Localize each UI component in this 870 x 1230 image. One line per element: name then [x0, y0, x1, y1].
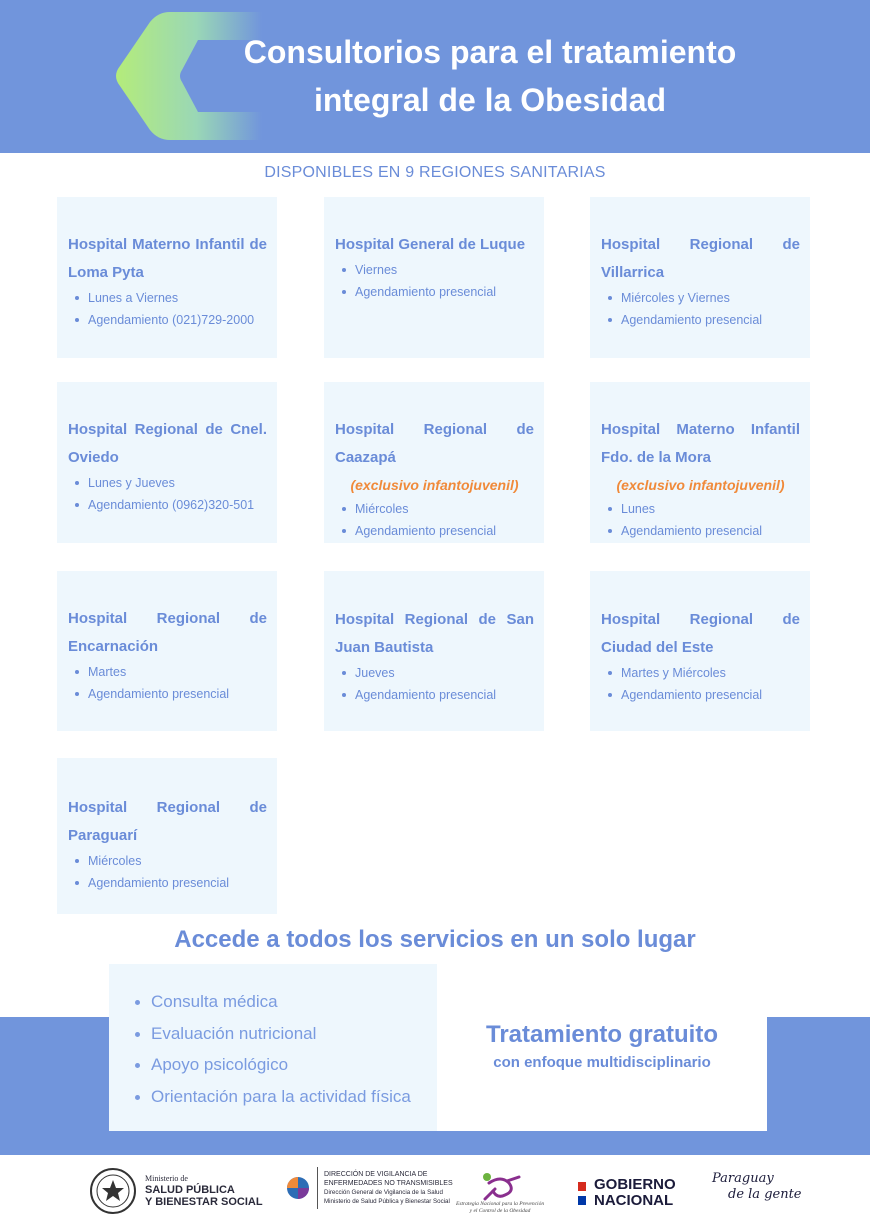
- hospital-card-ciudad-del-este: [590, 571, 810, 731]
- regions-subtitle: DISPONIBLES EN 9 REGIONES SANITARIAS: [264, 164, 606, 181]
- page-title: [200, 28, 780, 124]
- service-item: Consulta médica: [151, 986, 427, 1018]
- hospital-card-loma-pyta: [57, 197, 277, 358]
- hospital-days: Miércoles y Viernes: [621, 287, 800, 309]
- hospital-days: Miércoles: [88, 850, 267, 872]
- hospital-details: [601, 287, 800, 331]
- hospital-name: Hospital Regional de Ciudad del Este: [601, 611, 800, 656]
- dvent-line-2: ENFERMEDADES NO TRANSMISIBLES: [324, 1180, 453, 1187]
- hospital-booking: Agendamiento presencial: [88, 872, 267, 894]
- ministry-line-2: SALUD PÚBLICA: [145, 1184, 235, 1196]
- hospital-name: Hospital Regional de Cnel. Oviedo: [68, 421, 267, 466]
- hospital-days: Lunes: [621, 498, 800, 520]
- hospital-details: [335, 259, 534, 303]
- title-line-2: integral de la Obesidad: [313, 82, 667, 118]
- hospital-card-san-juan-bautista: [324, 571, 544, 731]
- hospital-details: [335, 498, 534, 542]
- obesity-strategy-logo: [456, 1171, 544, 1215]
- hospital-booking: Agendamiento (021)729-2000: [88, 309, 267, 331]
- hospital-booking: Agendamiento presencial: [88, 683, 267, 705]
- hospital-days: Martes y Miércoles: [621, 662, 800, 684]
- free-treatment-box: [437, 1017, 767, 1131]
- strategy-line-2: y el Control de la Obesidad: [469, 1208, 531, 1214]
- slogan-line-1: Paraguay: [712, 1171, 774, 1186]
- hospital-card-luque: [324, 197, 544, 358]
- hospital-name: Hospital Regional de San Juan Bautista: [335, 611, 534, 656]
- slogan-line-2: de la gente: [728, 1187, 802, 1202]
- hospital-name: Hospital Materno Infantil de Loma Pyta: [68, 236, 267, 281]
- ministry-line-1: Ministerio de: [145, 1174, 188, 1183]
- gov-line-2: NACIONAL: [594, 1192, 674, 1209]
- ministry-logo: [89, 1167, 263, 1215]
- ministry-line-3: Y BIENESTAR SOCIAL: [145, 1196, 263, 1208]
- dvent-logo: [285, 1167, 453, 1209]
- free-treatment-subtitle: con enfoque multidisciplinario: [493, 1054, 711, 1071]
- hospital-days: Miércoles: [355, 498, 534, 520]
- hospital-name: Hospital Materno Infantil Fdo. de la Mora: [601, 421, 800, 466]
- flag-icon: [578, 1182, 586, 1205]
- hospital-card-encarnacion: [57, 571, 277, 731]
- hospital-card-villarrica: [590, 197, 810, 358]
- hospital-booking: Agendamiento presencial: [621, 684, 800, 706]
- title-line-1: Consultorios para el tratamiento: [243, 34, 737, 70]
- hospital-details: [68, 850, 267, 894]
- strategy-line-1: Estrategia Nacional para la Prevención: [456, 1201, 545, 1207]
- free-treatment-title: Tratamiento gratuito: [485, 1021, 719, 1048]
- header-banner: [0, 0, 870, 153]
- hospital-name: Hospital Regional de Villarrica: [601, 236, 800, 281]
- services-heading: Accede a todos los servicios en un solo lugar: [174, 926, 696, 953]
- hospital-name: Hospital General de Luque: [335, 236, 526, 253]
- hospital-name: Hospital Regional de Encarnación: [68, 610, 267, 655]
- hospital-days: Viernes: [355, 259, 534, 281]
- hospital-note: (exclusivo infantojuvenil): [350, 477, 519, 493]
- paraguay-slogan-logo: [712, 1171, 802, 1203]
- service-item: Apoyo psicológico: [151, 1049, 427, 1081]
- hospital-card-cnel-oviedo: [57, 382, 277, 543]
- hospital-details: [335, 662, 534, 706]
- hospital-card-paraguari: [57, 758, 277, 914]
- hospital-name: Hospital Regional de Caazapá: [335, 421, 534, 466]
- dvent-line-1: DIRECCIÓN DE VIGILANCIA DE: [324, 1171, 428, 1178]
- hospital-details: [68, 472, 267, 516]
- hospital-days: Jueves: [355, 662, 534, 684]
- gov-line-1: GOBIERNO: [594, 1176, 676, 1193]
- hospital-days: Martes: [88, 661, 267, 683]
- hospital-booking: Agendamiento presencial: [355, 281, 534, 303]
- hospital-details: [601, 498, 800, 542]
- hospital-name: Hospital Regional de Paraguarí: [68, 799, 267, 844]
- hospital-details: [68, 287, 267, 331]
- hospital-card-caazapa: [324, 382, 544, 543]
- dvent-emblem-icon: [285, 1171, 311, 1205]
- hospital-booking: Agendamiento presencial: [355, 520, 534, 542]
- dvent-line-3: Dirección General de Vigilancia de la Salud: [324, 1189, 443, 1196]
- hospital-days: Lunes a Viernes: [88, 287, 267, 309]
- footer: [0, 1155, 870, 1230]
- hospital-booking: Agendamiento presencial: [355, 684, 534, 706]
- hospital-booking: Agendamiento presencial: [621, 520, 800, 542]
- hospital-booking: Agendamiento presencial: [621, 309, 800, 331]
- services-list: [131, 986, 427, 1112]
- hospital-note: (exclusivo infantojuvenil): [616, 477, 785, 493]
- running-figure-icon: [475, 1171, 525, 1201]
- hospital-details: [601, 662, 800, 706]
- hospital-booking: Agendamiento (0962)320-501: [88, 494, 267, 516]
- dvent-line-4: Ministerio de Salud Pública y Bienestar Social: [324, 1198, 450, 1205]
- hospital-details: [68, 661, 267, 705]
- hospital-card-fdo-de-la-mora: [590, 382, 810, 543]
- national-seal-icon: [89, 1167, 137, 1215]
- service-item: Evaluación nutricional: [151, 1018, 427, 1050]
- service-item: Orientación para la actividad física: [151, 1081, 427, 1113]
- services-list-box: [109, 964, 437, 1131]
- gobierno-nacional-logo: [578, 1177, 676, 1209]
- hospital-days: Lunes y Jueves: [88, 472, 267, 494]
